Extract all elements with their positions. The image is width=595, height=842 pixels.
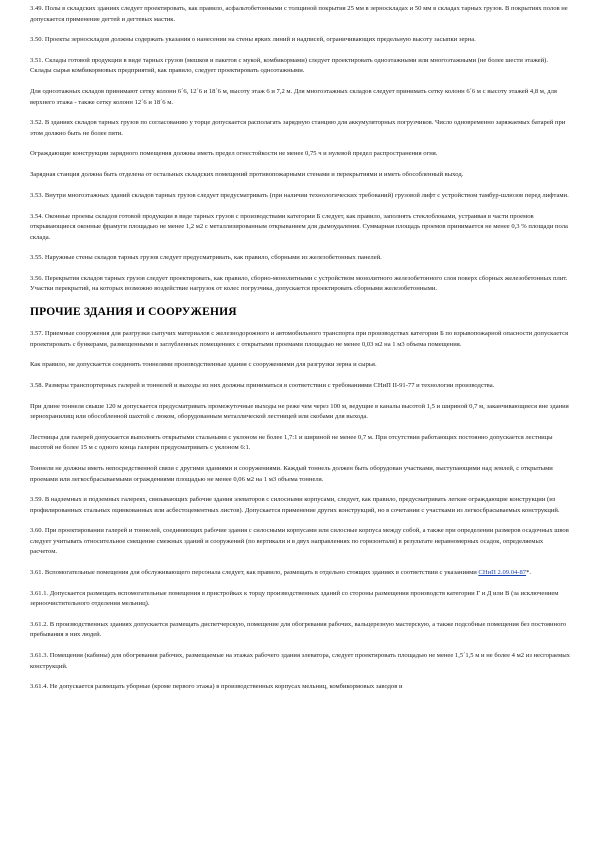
paragraph-3-61-1: 3.61.1. Допускается размещать вспомогательные помещения в пристройках к торцу производственных зданий со стороны размещения производств категории Г и Д или В (за исключением зерноочистительного отделения мельниц). (30, 589, 559, 608)
paragraph-3-61-2: 3.61.2. В производственных зданиях допускается размещать диспетчерскую, помещение для обогревания рабочих, вальцерезную мастерскую, а также подсобные помещения без постоянного пребывания в них людей. (30, 620, 567, 639)
paragraph-fire-resistance: Ограждающие конструкции зарядного помещения должны иметь предел огнестойкости не менее 0,75 ч и нулевой предел распространения огня. (30, 150, 438, 158)
paragraph-3-61-text: 3.61. Вспомогательные помещения для обслуживающего персонала следует, как правило, размещать в отдельно стоящих зданиях в соответствии с указаниями (30, 569, 479, 577)
paragraph-3-54: 3.54. Оконные проемы складов готовой продукции в виде тарных грузов с производствами категории Б следует, как правило, заполнять стеклоблоками, устраивая в части проемов открывающиеся оконные фрамуги площадью не менее 1,2 м2 с металлизированным открыванием для дымоудаления. Суммарная площадь проемов принимается не менее 0,3 % площади пола склада. (30, 212, 568, 241)
paragraph-3-61 (30, 568, 570, 579)
paragraph-3-57: 3.57. Приемные сооружения для разгрузки сыпучих материалов с железнодорожного и автомобильного транспорта при производствах категории Б по взрывопожарной опасности допускается проектировать с бункерами, размещенными в заглубленных помещениях с открытыми проемами площадью не менее 0,03 м2 на 1 м3 объема помещения. (30, 330, 569, 348)
paragraph-stairs: Лестницы для галерей допускается выполнять открытыми стальными с уклоном не более 1,7:1 и шириной не менее 0,7 м. При отсутствии работающих постоянно допускается лестницы высотой не более 15 м с одного конца галереи предусматривать с уклоном 6:1. (30, 433, 553, 452)
paragraph-charging-station: Зарядная станция должна быть отделена от остальных складских помещений противопожарными стенами и перекрытиями и иметь обособленный выход. (30, 171, 464, 179)
paragraph-3-55: 3.55. Наружные стены складов тарных грузов следует предусматривать, как правило, сборными из железобетонных панелей. (30, 254, 382, 262)
paragraph-tunnels-rule: Как правило, не допускается соединять тоннелями производственные здания с сооружениями для разгрузки зерна и сырья. (30, 361, 377, 369)
paragraph-3-58: 3.58. Размеры транспортерных галерей и тоннелей и выходы из них должны приниматься в соответствии с требованиями СНиП II-91-77 и технологии производства. (30, 381, 495, 389)
paragraph-3-51: 3.51. Склады готовой продукции в виде тарных грузов (мешков и пакетов с мукой, комбикормами) следует проектировать одноэтажными или многоэтажными (не более шести этажей). Склады сырья комбикормовых предприятий, как правило, следует проектировать одноэтажными. (30, 56, 548, 75)
paragraph-3-61-3: 3.61.3. Помещения (кабины) для обогревания рабочих, размещаемые на этажах рабочего здания элеватора, следует проектировать площадью не менее 1,5´1,5 м и не более 4 м2 из несгораемых конструкций. (30, 652, 570, 670)
paragraph-3-53: 3.53. Внутри многоэтажных зданий складов тарных грузов следует предусматривать (при наличии технологических требований) грузовой лифт с устройством тамбур-шлюзов перед лифтами. (30, 191, 569, 199)
paragraph-3-49: 3.49. Полы в складских зданиях следует проектировать, как правило, асфальтобетонными с толщиной покрытия 25 мм в зерноскладах и 50 мм в складах тарных грузов. В покрытиях полов не допускается применение дегтей и дегтевых мастик. (30, 5, 568, 23)
paragraph-3-60: 3.60. При проектировании галерей и тоннелей, соединяющих рабочие здания с силосными корпусами или силосные корпуса между собой, а также при определении размеров осадочных швов следует учитывать относительное смещение смежных зданий и сооружений (по вертикали и в двух направлениях по горизонтали) в результате неравномерных осадок, определяемых расчетом. (30, 527, 569, 556)
paragraph-column-grid: Для одноэтажных складов принимают сетку колонн 6´6, 12´6 и 18´6 м, высоту этаж 6 и 7,2 м. Для многоэтажных складов следует принимать сетку колонн 6´6 м с высоту этажей 4,8 м, для верхнего этажа - также сетку колонн 12´6 и 18´6 м. (30, 88, 557, 106)
paragraph-3-59: 3.59. В надземных и подземных галереях, связывающих рабочие здания элеваторов с силосными корпусами, следует, как правило, предусматривать легкие ограждающие конструкции (из профилированных стальных оцинкованных или асбестоцементных листов). Допускается применение других конструкций, но в сочетании с участками из легкосбрасываемых конструкций. (30, 496, 560, 514)
paragraph-3-50: 3.50. Проекты зерноскладов должны содержать указания о нанесении на стены ярких линий и надписей, ограничивающих предельную высоту засыпки зерна. (30, 36, 476, 44)
paragraph-3-52: 3.52. В зданиях складов тарных грузов по согласованию у торце допускается располагать зарядную станцию для аккумуляторных погрузчиков. Число одновременно заряжаемых батарей при этом должно быть не более пяти. (30, 119, 566, 137)
document-page (30, 4, 570, 703)
paragraph-tunnels-connection: Тоннели не должны иметь непосредственной связи с другими зданиями и сооружениями. Каждый тоннель должен быть оборудован участками, выступающими над землей, с открытыми проемами или легкосбрасываемыми ограждениями площадью не менее 0,06 м2 на 1 м3 объема тоннеля. (30, 465, 553, 483)
paragraph-3-61-end: *. (526, 569, 532, 577)
section-heading: ПРОЧИЕ ЗДАНИЯ И СООРУЖЕНИЯ (30, 306, 237, 319)
paragraph-3-61-4: 3.61.4. Не допускается размещать уборные (кроме первого этажа) в производственных корпусах мельниц, комбикормовых заводов и (30, 683, 403, 691)
paragraph-tunnel-length: При длине тоннеля свыше 120 м допускается предусматривать промежуточные выходы не реже чем через 100 м, ведущие в каналы высотой 1,5 и шириной 0,7 м, заканчивающиеся вне здания зернохранилищ или обособленной шахтой с люком, оборудованным металлической лестницей или скобами для выхода. (30, 402, 569, 421)
snip-reference-link[interactable]: СНиП 2.09.04-87 (478, 569, 527, 577)
paragraph-3-56: 3.56. Перекрытия складов тарных грузов следует проектировать, как правило, сборно-монолитными с устройством монолитного железобетонного слоя поверх сборных железобетонных плит. Участки перекрытий, на которых возможно воздействие нагрузок от колес погрузчика, допускается проектировать сборными железобетонными. (30, 274, 568, 293)
